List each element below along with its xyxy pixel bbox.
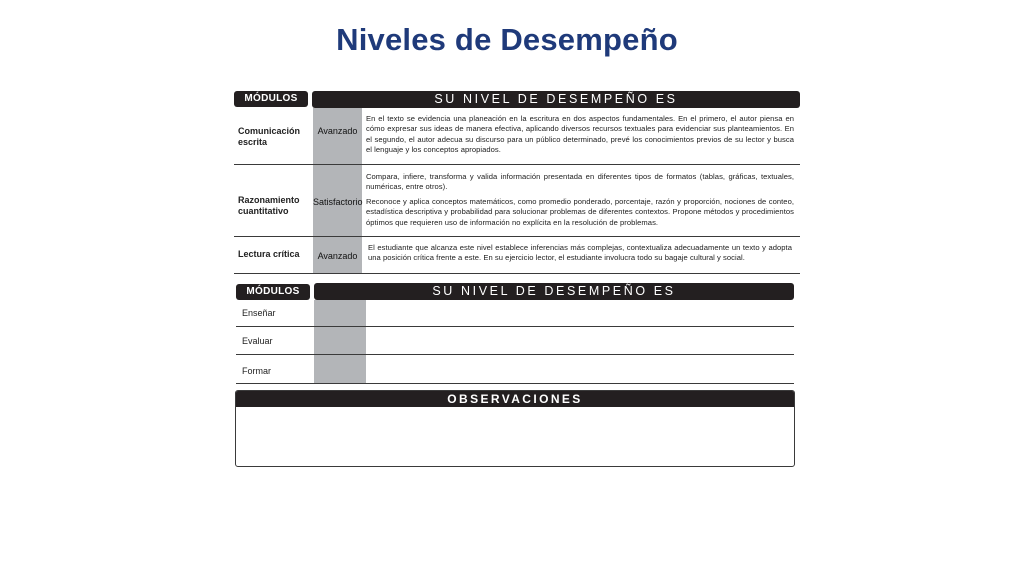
row-divider xyxy=(236,354,794,355)
module-name: Razonamiento cuantitativo xyxy=(238,195,300,216)
row-divider xyxy=(234,236,800,237)
level-value: Satisfactorio xyxy=(313,197,363,207)
level-value: Avanzado xyxy=(317,126,358,136)
observations-content xyxy=(242,411,788,461)
module-name: Formar xyxy=(242,366,271,376)
performance-level-header: SU NIVEL DE DESEMPEÑO ES xyxy=(312,91,800,108)
level-description xyxy=(366,172,794,228)
module-name: Lectura crítica xyxy=(238,249,300,259)
level-column-bg xyxy=(314,300,366,384)
modules-header: MÓDULOS xyxy=(236,284,310,300)
modules-header: MÓDULOS xyxy=(234,91,308,107)
row-divider xyxy=(234,273,800,274)
description-paragraph: Reconoce y aplica conceptos matemáticos, como promedio ponderado, porcentaje, razón y proporción, nociones de conteo, estadística descriptiva y probabilidad para solucionar problemas de diferentes contextos. Propone métodos y procedimientos óptimos que requieren uso de información no explícita en la resolución de problemas. xyxy=(366,196,794,227)
performance-level-header: SU NIVEL DE DESEMPEÑO ES xyxy=(314,283,794,300)
row-divider xyxy=(236,326,794,327)
description-paragraph: El estudiante que alcanza este nivel establece inferencias más complejas, contextualiza adecuadamente un texto y adopta una posición crítica frente a este. En su ejercicio lector, el estudiante involucra todo su bagaje cultural y social. xyxy=(368,243,792,263)
observations-header: OBSERVACIONES xyxy=(236,391,794,407)
observations-box[interactable] xyxy=(235,390,795,467)
module-name: Evaluar xyxy=(242,336,273,346)
level-value: Avanzado xyxy=(317,251,358,261)
module-name: Comunicación escrita xyxy=(238,126,301,147)
description-paragraph: Compara, infiere, transforma y valida información presentada en diferentes tipos de formatos (tablas, gráficas, textuales, numéricas, entre otros). xyxy=(366,172,794,192)
module-name: Enseñar xyxy=(242,308,276,318)
row-divider xyxy=(234,164,800,165)
level-description xyxy=(368,243,792,264)
description-paragraph: En el texto se evidencia una planeación en la escritura en dos aspectos fundamentales. En el primero, el autor piensa en cómo expresar sus ideas de manera efectiva, aplicando diversos recursos textuales para evidenciar sus planteamientos. En el segundo, el autor adecua su discurso para un público determinado, prevé los conocimientos previos de su lector y busca el lenguaje y los conceptos apropiados. xyxy=(366,114,794,155)
level-description xyxy=(366,114,794,156)
row-divider xyxy=(236,383,794,384)
page-title: Niveles de Desempeño xyxy=(336,22,678,57)
